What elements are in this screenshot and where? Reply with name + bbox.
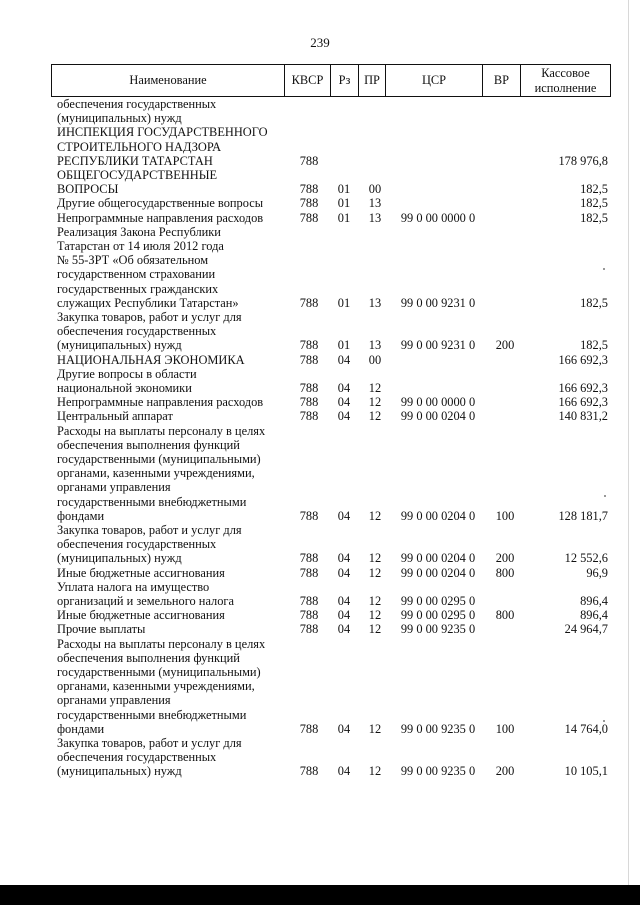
row-name-line: органами управления (57, 693, 171, 708)
cell-sum: 12 552,6 (564, 551, 608, 566)
row-name (57, 608, 277, 622)
table-row (0, 580, 640, 608)
cell-kvsr: 788 (299, 380, 319, 395)
row-name-line: Закупка товаров, работ и услуг для (57, 310, 242, 324)
cell-pr: 13 (368, 210, 382, 225)
cell-sum: 14 764,0 (564, 721, 608, 736)
cell-kvsr: 788 (299, 608, 319, 623)
cell-csr: 99 0 00 9231 0 (400, 295, 476, 310)
cell-rz: 04 (337, 721, 351, 736)
header-name: Наименование (129, 73, 207, 87)
cell-pr: 00 (368, 182, 382, 197)
cell-rz: 01 (337, 210, 351, 225)
cell-sum: 96,9 (586, 565, 608, 580)
row-name-line: Прочие выплаты (57, 622, 146, 637)
cell-rz: 04 (337, 380, 351, 395)
cell-csr: 99 0 00 9235 0 (400, 764, 476, 779)
cell-kvsr: 788 (299, 622, 319, 637)
cell-csr: 99 0 00 0000 0 (400, 395, 476, 410)
header-rz: Рз (338, 73, 351, 87)
scan-speck (604, 495, 606, 497)
cell-pr: 13 (368, 196, 382, 211)
header-kvsr: КВСР (291, 73, 324, 87)
row-name-line: Другие вопросы в области (57, 366, 197, 381)
cell-csr: 99 0 00 0204 0 (400, 551, 476, 566)
cell-pr: 00 (368, 352, 382, 367)
cell-kvsr: 788 (299, 153, 319, 168)
cell-vr: 200 (495, 764, 515, 779)
row-name (57, 211, 277, 225)
row-name-line: органами, казенными учреждениями, (57, 679, 255, 694)
cell-sum: 182,5 (580, 196, 608, 211)
row-name (57, 409, 277, 423)
row-name-line: фондами (57, 508, 105, 523)
header-csr: ЦСР (421, 73, 447, 87)
cell-kvsr: 788 (299, 210, 319, 225)
row-name-line: Иные бюджетные ассигнования (57, 608, 225, 623)
cell-csr: 99 0 00 0000 0 (400, 210, 476, 225)
cell-csr: 99 0 00 9231 0 (400, 338, 476, 353)
cell-pr: 12 (368, 608, 382, 623)
cell-csr: 99 0 00 0295 0 (400, 608, 476, 623)
row-name-line: национальной экономики (57, 381, 192, 395)
row-name-line: (муниципальных) нужд (57, 111, 182, 126)
row-name-line: Центральный аппарат (57, 409, 173, 424)
row-name-line: СТРОИТЕЛЬНОГО НАДЗОРА (57, 139, 222, 154)
cell-kvsr: 788 (299, 409, 319, 424)
cell-csr: 99 0 00 9235 0 (400, 622, 476, 637)
row-name-line: Татарстан от 14 июля 2012 года (57, 239, 224, 253)
row-name-line: государственными (муниципальными) (57, 452, 261, 466)
table-row (0, 622, 640, 636)
row-name-line: обеспечения государственных (57, 537, 217, 552)
row-name (57, 367, 277, 395)
row-name-line: государственными внебюджетными (57, 707, 247, 722)
row-name-line: Другие общегосударственные вопросы (57, 196, 264, 211)
cell-kvsr: 788 (299, 295, 319, 310)
row-name-line: № 55-ЗРТ «Об обязательном (57, 253, 209, 268)
cell-sum: 182,5 (580, 338, 608, 353)
cell-kvsr: 788 (299, 352, 319, 367)
row-name (57, 637, 277, 736)
cell-csr: 99 0 00 0204 0 (400, 409, 476, 424)
row-name (57, 580, 277, 608)
row-name (57, 353, 277, 367)
cell-rz: 04 (337, 551, 351, 566)
cell-sum: 166 692,3 (558, 380, 608, 395)
cell-vr: 100 (495, 721, 515, 736)
cell-sum: 182,5 (580, 210, 608, 225)
cell-rz: 04 (337, 764, 351, 779)
cell-rz: 04 (337, 409, 351, 424)
row-name (57, 424, 277, 523)
row-name (57, 168, 277, 196)
table-row (0, 736, 640, 779)
row-name (57, 97, 277, 125)
row-name-line: Иные бюджетные ассигнования (57, 565, 225, 580)
cell-kvsr: 788 (299, 395, 319, 410)
row-name-line: (муниципальных) нужд (57, 338, 182, 353)
table-row (0, 310, 640, 353)
row-name-line: обеспечения государственных (57, 750, 217, 765)
row-name-line: Расходы на выплаты персоналу в целях (57, 636, 266, 651)
row-name-line: (муниципальных) нужд (57, 764, 182, 779)
cell-sum: 24 964,7 (564, 622, 608, 637)
cell-rz: 01 (337, 182, 351, 197)
row-name-line: Закупка товаров, работ и услуг для (57, 736, 242, 750)
cell-rz: 04 (337, 565, 351, 580)
cell-rz: 04 (337, 352, 351, 367)
row-name-line: служащих Республики Татарстан» (57, 295, 239, 310)
table-row (0, 196, 640, 210)
cell-pr: 12 (368, 622, 382, 637)
row-name-line: ИНСПЕКЦИЯ ГОСУДАРСТВЕННОГО (57, 125, 268, 140)
table-row (0, 125, 640, 168)
cell-rz: 04 (337, 508, 351, 523)
cell-pr: 12 (368, 565, 382, 580)
cell-pr: 12 (368, 380, 382, 395)
cell-sum: 182,5 (580, 182, 608, 197)
table-row (0, 97, 640, 125)
row-name-line: государственными внебюджетными (57, 494, 247, 509)
cell-kvsr: 788 (299, 764, 319, 779)
cell-rz: 01 (337, 196, 351, 211)
cell-kvsr: 788 (299, 593, 319, 608)
row-name (57, 125, 277, 168)
row-name-line: Уплата налога на имущество (57, 579, 210, 594)
cell-pr: 12 (368, 593, 382, 608)
cell-rz: 04 (337, 622, 351, 637)
header-pr: ПР (364, 73, 380, 87)
row-name-line: обеспечения выполнения функций (57, 437, 240, 452)
cell-pr: 13 (368, 295, 382, 310)
row-name-line: Непрограммные направления расходов (57, 210, 264, 225)
row-name-line: ВОПРОСЫ (57, 182, 119, 197)
table-row (0, 409, 640, 423)
cell-rz: 01 (337, 295, 351, 310)
cell-kvsr: 788 (299, 196, 319, 211)
table-row (0, 608, 640, 622)
row-name-line: НАЦИОНАЛЬНАЯ ЭКОНОМИКА (57, 352, 245, 367)
scan-speck (603, 720, 605, 722)
table-row (0, 566, 640, 580)
cell-sum: 166 692,3 (558, 352, 608, 367)
cell-kvsr: 788 (299, 551, 319, 566)
cell-sum: 10 105,1 (564, 764, 608, 779)
row-name-line: РЕСПУБЛИКИ ТАТАРСТАН (57, 153, 213, 168)
scan-speck (603, 268, 605, 270)
cell-rz: 04 (337, 593, 351, 608)
cell-pr: 12 (368, 508, 382, 523)
cell-sum: 128 181,7 (558, 508, 608, 523)
cell-sum: 178 976,8 (558, 153, 608, 168)
cell-rz: 04 (337, 608, 351, 623)
cell-vr: 200 (495, 338, 515, 353)
row-name-line: Закупка товаров, работ и услуг для (57, 523, 242, 537)
cell-rz: 01 (337, 338, 351, 353)
table-row (0, 168, 640, 196)
cell-csr: 99 0 00 0204 0 (400, 565, 476, 580)
row-name-line: (муниципальных) нужд (57, 551, 182, 566)
row-name-line: Реализация Закона Республики (57, 224, 221, 239)
cell-kvsr: 788 (299, 565, 319, 580)
table-row (0, 367, 640, 395)
row-name-line: обеспечения государственных (57, 97, 217, 111)
cell-sum: 166 692,3 (558, 395, 608, 410)
row-name (57, 225, 277, 310)
cell-pr: 12 (368, 395, 382, 410)
row-name-line: обеспечения государственных (57, 324, 217, 339)
row-name-line: Непрограммные направления расходов (57, 395, 264, 410)
cell-vr: 800 (495, 565, 515, 580)
cell-csr: 99 0 00 9235 0 (400, 721, 476, 736)
cell-kvsr: 788 (299, 338, 319, 353)
cell-vr: 100 (495, 508, 515, 523)
row-name (57, 523, 277, 566)
cell-pr: 12 (368, 721, 382, 736)
cell-sum: 896,4 (580, 608, 608, 623)
row-name-line: фондами (57, 721, 105, 736)
cell-vr: 800 (495, 608, 515, 623)
row-name (57, 310, 277, 353)
cell-kvsr: 788 (299, 721, 319, 736)
page-number: 239 (310, 35, 330, 50)
row-name-line: органами, казенными учреждениями, (57, 466, 255, 481)
row-name-line: органами управления (57, 480, 171, 495)
cell-csr: 99 0 00 0295 0 (400, 593, 476, 608)
cell-csr: 99 0 00 0204 0 (400, 508, 476, 523)
row-name (57, 736, 277, 779)
scan-bottom-band (0, 885, 640, 905)
row-name (57, 622, 277, 636)
table-row (0, 637, 640, 736)
table-row (0, 523, 640, 566)
page-edge (628, 0, 629, 885)
table-header (51, 64, 611, 97)
row-name (57, 566, 277, 580)
cell-kvsr: 788 (299, 508, 319, 523)
table-row (0, 395, 640, 409)
table-body (0, 97, 640, 857)
row-name (57, 196, 277, 210)
row-name-line: государственными (муниципальными) (57, 665, 261, 679)
row-name-line: государственном страховании (57, 267, 216, 282)
table-row (0, 424, 640, 523)
table-row (0, 353, 640, 367)
cell-pr: 13 (368, 338, 382, 353)
cell-pr: 12 (368, 764, 382, 779)
cell-pr: 12 (368, 551, 382, 566)
row-name-line: обеспечения выполнения функций (57, 650, 240, 665)
cell-sum: 182,5 (580, 295, 608, 310)
header-vr: ВР (493, 73, 510, 87)
row-name-line: Расходы на выплаты персоналу в целях (57, 423, 266, 438)
cell-kvsr: 788 (299, 182, 319, 197)
cell-rz: 04 (337, 395, 351, 410)
table-row (0, 225, 640, 310)
cell-sum: 896,4 (580, 593, 608, 608)
cell-pr: 12 (368, 409, 382, 424)
table-row (0, 211, 640, 225)
row-name-line: государственных гражданских (57, 281, 219, 296)
row-name-line: ОБЩЕГОСУДАРСТВЕННЫЕ (57, 168, 218, 182)
row-name-line: организаций и земельного налога (57, 594, 235, 608)
cell-vr: 200 (495, 551, 515, 566)
row-name (57, 395, 277, 409)
cell-sum: 140 831,2 (558, 409, 608, 424)
header-sum: Кассовое исполнение (534, 65, 597, 95)
